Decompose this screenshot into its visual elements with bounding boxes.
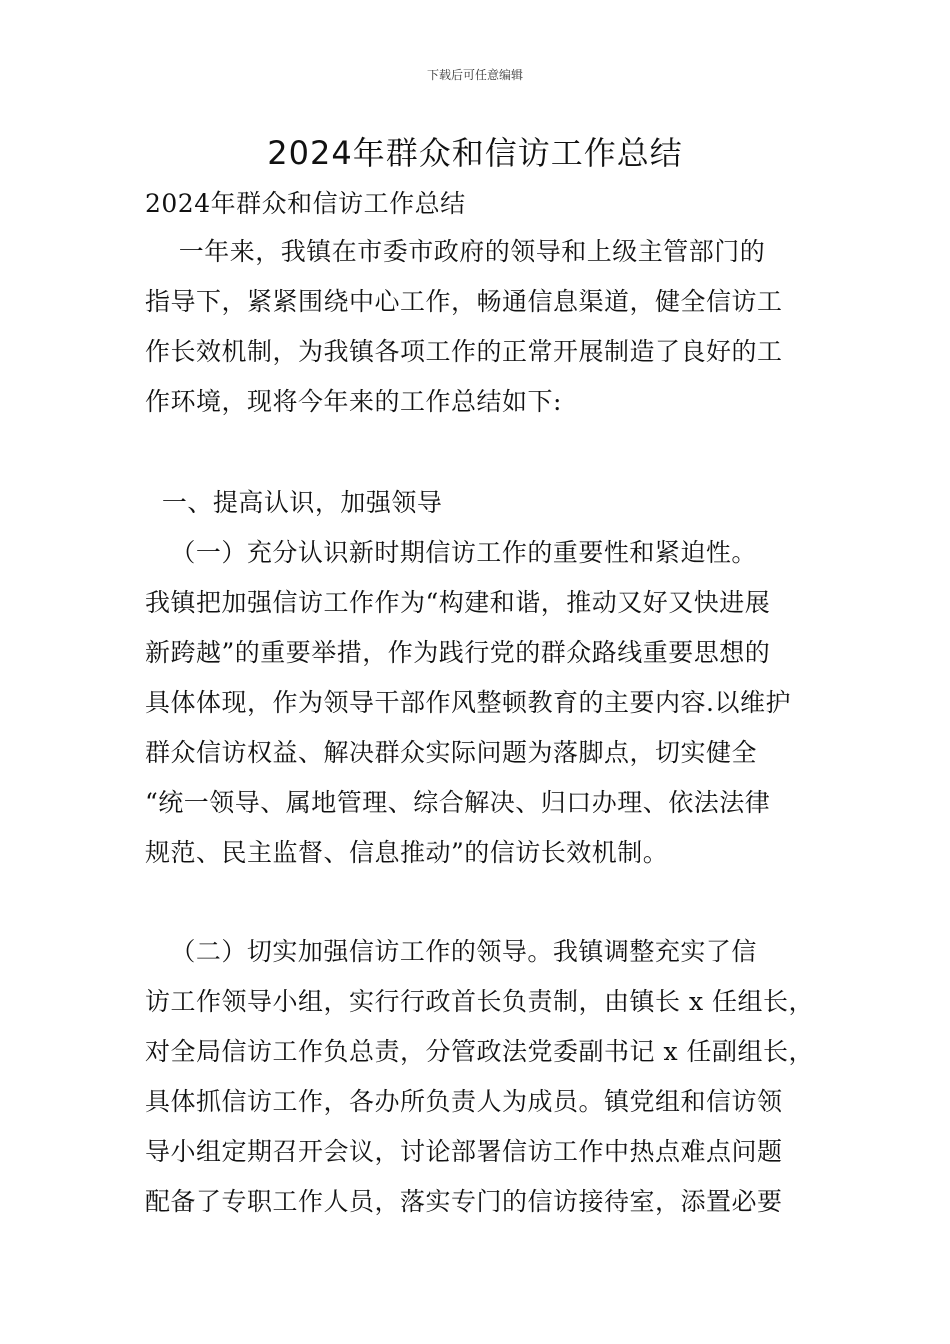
section-heading: 一、提高认识，加强领导: [145, 488, 443, 517]
body-line: 访工作领导小组，实行行政首长负责制，由镇长 x 任组长，: [145, 987, 814, 1016]
header-note: 下载后可任意编辑: [426, 68, 523, 82]
body-line: 导小组定期召开会议，讨论部署信访工作中热点难点问题: [145, 1137, 783, 1166]
body-line: 新跨越”的重要举措，作为践行党的群众路线重要思想的: [145, 638, 771, 667]
body-line: 对全局信访工作负总责，分管政法党委副书记 x 任副组长，: [145, 1037, 814, 1066]
body-line: 作长效机制，为我镇各项工作的正常开展制造了良好的工: [145, 337, 783, 366]
body-line: 具体抓信访工作，各办所负责人为成员。镇党组和信访领: [145, 1087, 783, 1116]
body-line: （一）充分认识新时期信访工作的重要性和紧迫性。: [145, 538, 757, 567]
body-line: 一年来，我镇在市委市政府的领导和上级主管部门的: [145, 237, 766, 266]
document-title: 2024年群众和信访工作总结: [267, 134, 683, 172]
body-line: “统一领导、属地管理、综合解决、归口办理、依法法律: [145, 788, 771, 817]
body-line: 作环境，现将今年来的工作总结如下:: [145, 387, 562, 416]
body-line: 指导下，紧紧围绕中心工作，畅通信息渠道，健全信访工: [145, 287, 783, 316]
body-line: 具体体现，作为领导干部作风整顿教育的主要内容.以维护: [145, 688, 791, 717]
subtitle-line: 2024年群众和信访工作总结: [145, 189, 466, 218]
body-line: 群众信访权益、解决群众实际问题为落脚点，切实健全: [145, 738, 758, 767]
body-line: 配备了专职工作人员，落实专门的信访接待室，添置必要: [145, 1187, 783, 1216]
body-line: （二）切实加强信访工作的领导。我镇调整充实了信: [145, 937, 757, 966]
body-line: 我镇把加强信访工作作为“构建和谐，推动又好又快进展: [145, 588, 771, 617]
body-line: 规范、民主监督、信息推动”的信访长效机制。: [145, 838, 669, 867]
